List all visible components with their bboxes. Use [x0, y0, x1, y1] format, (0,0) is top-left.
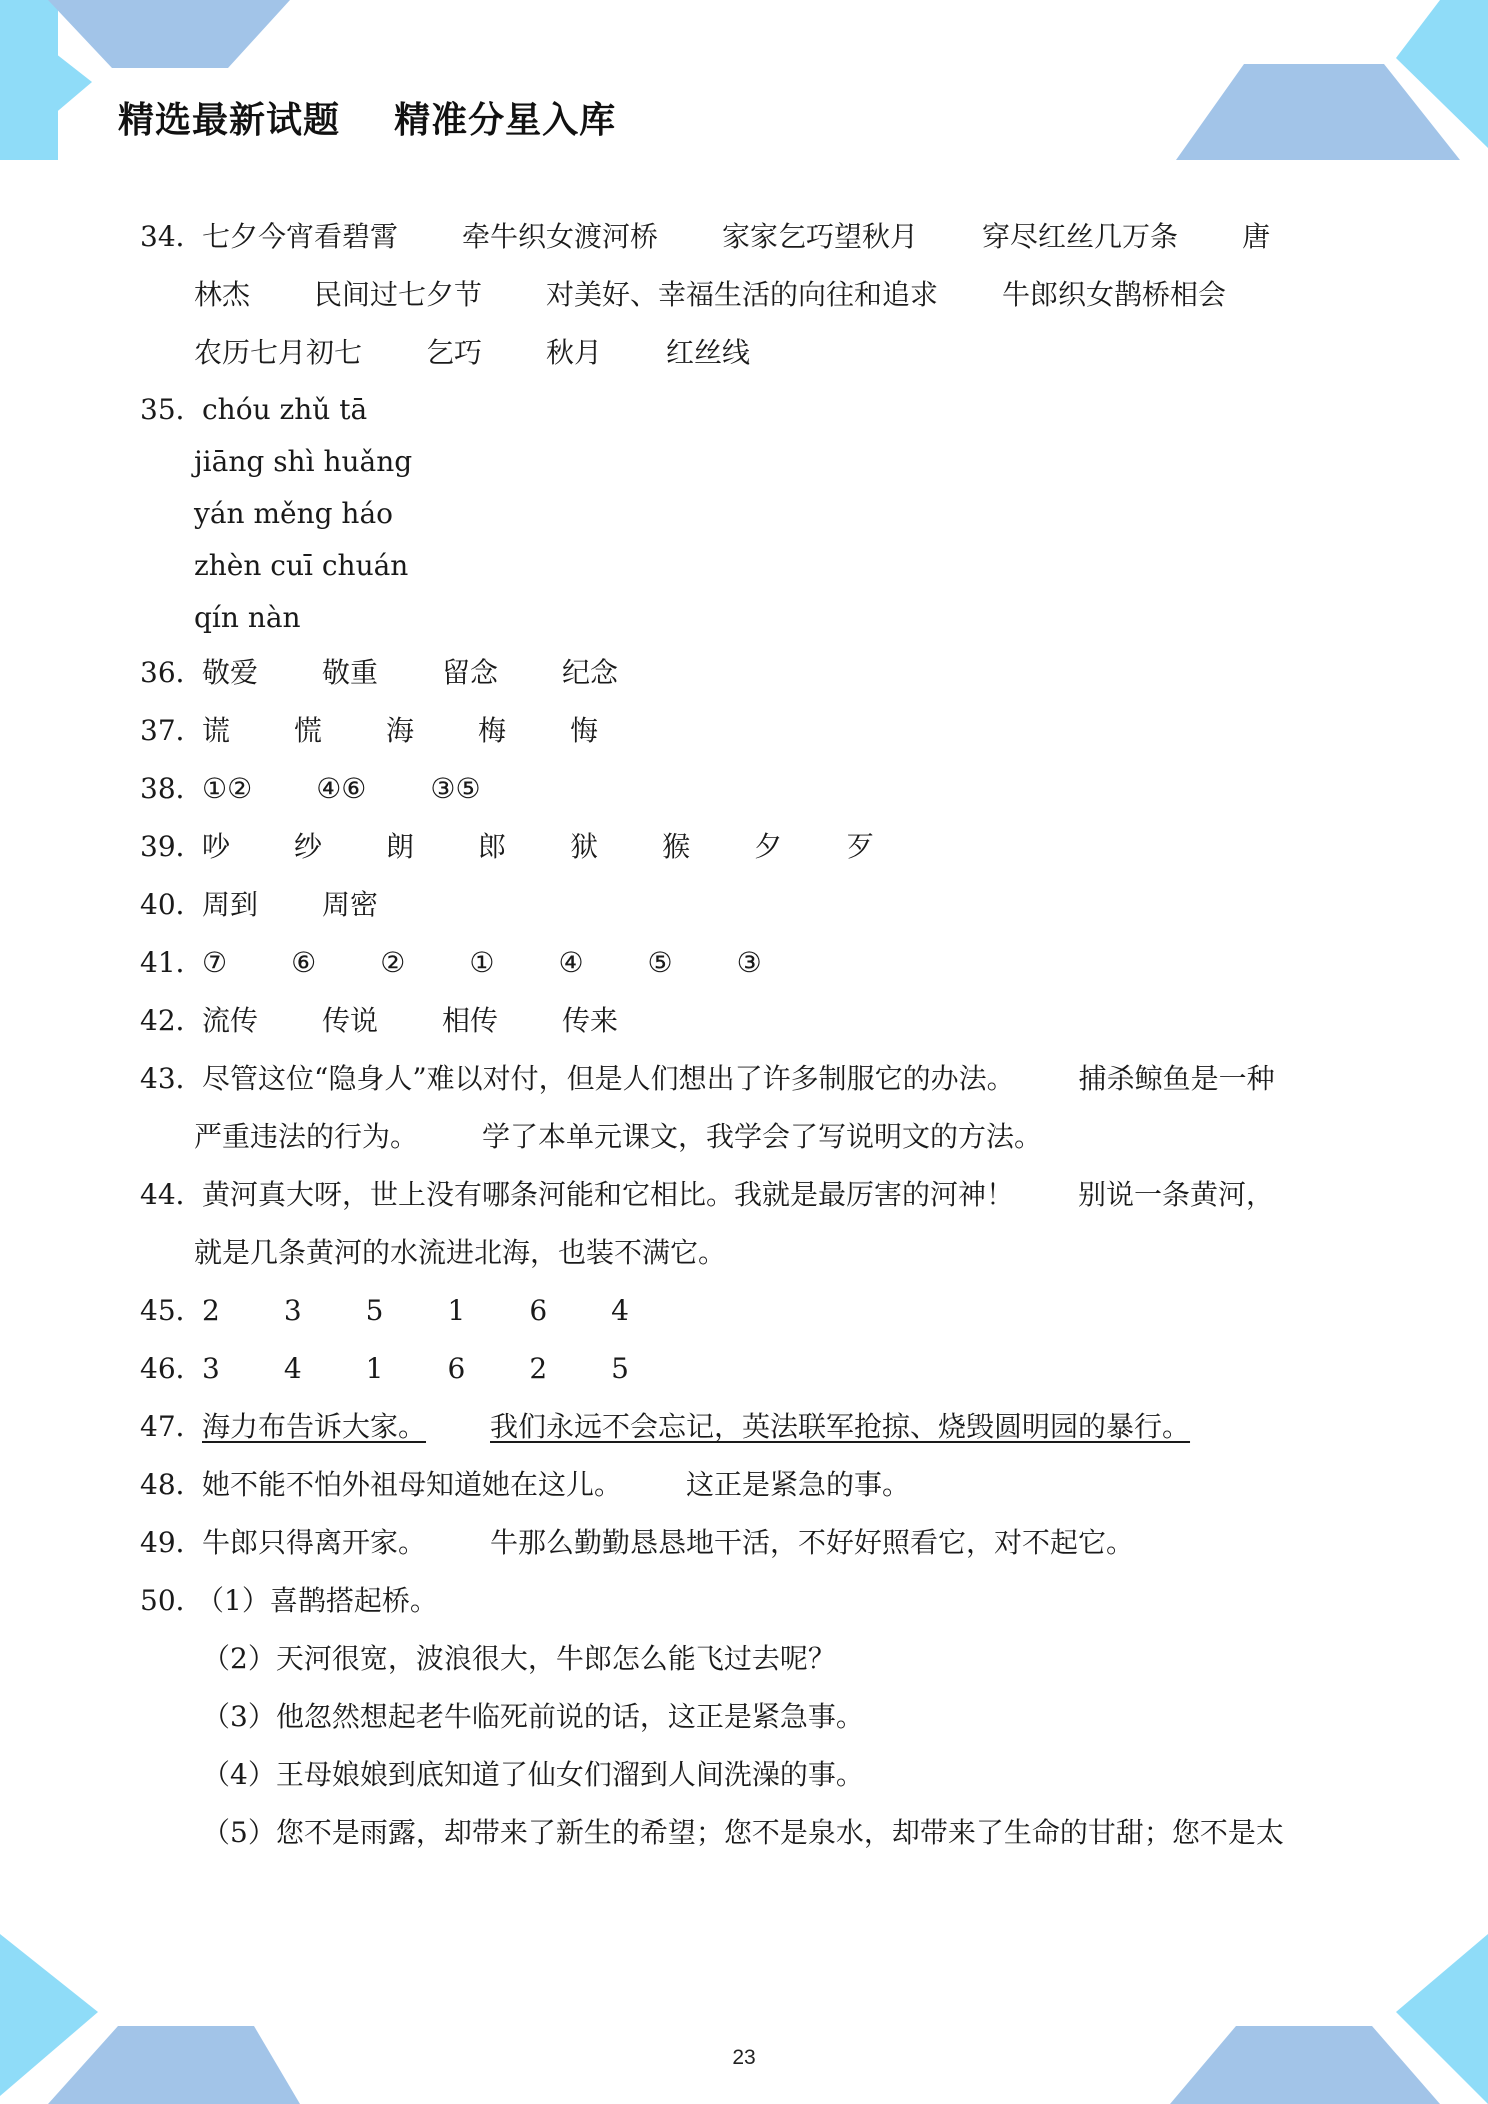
- answer-item: 歹: [846, 830, 875, 863]
- answer-item: 民间过七夕节: [314, 278, 483, 311]
- question-40: [140, 876, 1360, 934]
- answer-item: 对美好、幸福生活的向往和追求: [546, 278, 939, 311]
- answer-line: （3）他忽然想起老牛临死前说的话，这正是紧急事。: [202, 1700, 864, 1733]
- answer-item: 梅: [478, 714, 507, 747]
- answer-item: ③⑤: [430, 772, 481, 805]
- answer-item: 6: [447, 1352, 466, 1385]
- question-number: 47．: [140, 1410, 204, 1443]
- answer-item: 慌: [294, 714, 323, 747]
- answer-item: 朗: [386, 830, 415, 863]
- answer-item: 牵牛织女渡河桥: [462, 220, 659, 253]
- question-number: 36．: [140, 656, 204, 689]
- answer-line: （2）天河很宽，波浪很大，牛郎怎么能飞过去呢？: [202, 1642, 836, 1675]
- answer-item: 家家乞巧望秋月: [722, 220, 919, 253]
- header-title: 精选最新试题 精准分星入库: [118, 100, 617, 141]
- answer-item: 牛那么勤勤恳恳地干活，不好好照看它，对不起它。: [490, 1526, 1135, 1559]
- answer-line: [202, 1050, 1360, 1108]
- answer-line: （4）王母娘娘到底知道了仙女们溜到人间洗澡的事。: [202, 1758, 864, 1791]
- answer-item: 唐: [1242, 220, 1271, 253]
- answer-item: 别说一条黄河，: [1078, 1178, 1275, 1211]
- answer-item: 相传: [442, 1004, 499, 1037]
- answer-line: [194, 266, 1360, 324]
- answer-item: 4: [283, 1352, 302, 1385]
- question-number: 43．: [140, 1062, 204, 1095]
- question-number: 44．: [140, 1178, 204, 1211]
- question-37: [140, 702, 1360, 760]
- question-number: 40．: [140, 888, 204, 921]
- question-number: 41．: [140, 946, 204, 979]
- question-number: 49．: [140, 1526, 204, 1559]
- answer-item: 红丝线: [666, 336, 751, 369]
- answer-item: 就是几条黄河的水流进北海，也装不满它。: [194, 1236, 727, 1269]
- question-number: 34．: [140, 220, 204, 253]
- question-41: [140, 934, 1360, 992]
- answer-item: 5: [611, 1352, 629, 1385]
- answer-item: ④: [558, 946, 584, 979]
- question-number: 45．: [140, 1294, 204, 1327]
- question-36: [140, 644, 1360, 702]
- answer-item: ⑤: [647, 946, 673, 979]
- answer-item: 林杰: [194, 278, 251, 311]
- question-47: [140, 1398, 1360, 1456]
- answer-line: [194, 1108, 1360, 1166]
- answer-item: 尽管这位“隐身人”难以对付，但是人们想出了许多制服它的办法。: [202, 1062, 1015, 1095]
- underlined-answer: 我们永远不会忘记，英法联军抢掠、烧毁圆明园的暴行。: [490, 1410, 1191, 1443]
- question-35: [140, 384, 1360, 644]
- answer-item: 1: [447, 1294, 466, 1327]
- answer-item: 牛郎织女鹊桥相会: [1002, 278, 1227, 311]
- answer-item: 捕杀鲸鱼是一种: [1078, 1062, 1275, 1095]
- question-number: 39．: [140, 830, 204, 863]
- question-48: [140, 1456, 1360, 1514]
- answer-item: 秋月: [546, 336, 603, 369]
- question-number: 46．: [140, 1352, 204, 1385]
- question-number: 38．: [140, 772, 204, 805]
- answer-item: 猴: [662, 830, 691, 863]
- answer-item: ⑥: [291, 946, 317, 979]
- answer-item: 敬重: [322, 656, 379, 689]
- answer-item: ②: [380, 946, 406, 979]
- answer-item: 1: [365, 1352, 384, 1385]
- question-38: [140, 760, 1360, 818]
- pinyin-line: jiāng shì huǎng: [194, 445, 413, 478]
- answer-item: 纪念: [562, 656, 619, 689]
- answer-item: 敬爱: [202, 656, 259, 689]
- answer-item: 农历七月初七: [194, 336, 363, 369]
- answer-item: 留念: [442, 656, 499, 689]
- answer-item: 2: [529, 1352, 548, 1385]
- question-49: [140, 1514, 1360, 1572]
- answer-item: 5: [365, 1294, 384, 1327]
- question-45: [140, 1282, 1360, 1340]
- pinyin-line: chóu zhǔ tā: [202, 393, 368, 426]
- answer-item: 海: [386, 714, 415, 747]
- answer-item: ①②: [202, 772, 253, 805]
- answer-line: [202, 1166, 1360, 1224]
- answer-item: 纱: [294, 830, 323, 863]
- answer-item: 夕: [754, 830, 783, 863]
- question-number: 50．: [140, 1584, 204, 1617]
- answer-item: 牛郎只得离开家。: [202, 1526, 427, 1559]
- answer-item: 学了本单元课文，我学会了写说明文的方法。: [482, 1120, 1043, 1153]
- question-43: [140, 1050, 1360, 1166]
- answer-item: 吵: [202, 830, 231, 863]
- question-34: [140, 208, 1360, 382]
- answer-item: 谎: [202, 714, 231, 747]
- question-50: [140, 1572, 1360, 1862]
- question-number: 37．: [140, 714, 204, 747]
- answer-item: ⑦: [202, 946, 228, 979]
- answer-item: 流传: [202, 1004, 259, 1037]
- question-number: 42．: [140, 1004, 204, 1037]
- answer-item: ③: [736, 946, 762, 979]
- answer-line: [202, 208, 1360, 266]
- answer-item: 周密: [322, 888, 379, 921]
- question-46: [140, 1340, 1360, 1398]
- question-number: 48．: [140, 1468, 204, 1501]
- page-number: 23: [732, 2046, 756, 2069]
- answer-item: 6: [529, 1294, 548, 1327]
- answer-item: 黄河真大呀，世上没有哪条河能和它相比。我就是最厉害的河神！: [202, 1178, 1015, 1211]
- pinyin-line: qín nàn: [194, 601, 301, 634]
- question-44: [140, 1166, 1360, 1282]
- answer-item: 周到: [202, 888, 259, 921]
- underlined-answer: 海力布告诉大家。: [202, 1410, 427, 1443]
- question-number: 35．: [140, 393, 204, 426]
- answer-line: （5）您不是雨露，却带来了新生的希望；您不是泉水，却带来了生命的甘甜；您不是太: [202, 1816, 1284, 1849]
- answer-item: 七夕今宵看碧霄: [202, 220, 399, 253]
- answer-item: 传说: [322, 1004, 379, 1037]
- answer-item: 3: [283, 1294, 302, 1327]
- answer-item: 郎: [478, 830, 507, 863]
- answer-item: 4: [611, 1294, 629, 1327]
- answer-item: 悔: [570, 714, 599, 747]
- question-42: [140, 992, 1360, 1050]
- answer-item: ①: [469, 946, 495, 979]
- answer-line: [194, 1224, 1360, 1282]
- answer-line: [194, 324, 1360, 382]
- answer-item: 严重违法的行为。: [194, 1120, 419, 1153]
- answer-item: 狱: [570, 830, 599, 863]
- pinyin-line: zhèn cuī chuán: [194, 549, 409, 582]
- answer-item: ④⑥: [316, 772, 367, 805]
- top-left-trapezoid: [48, 0, 290, 68]
- answer-item: 传来: [562, 1004, 619, 1037]
- answer-item: 2: [202, 1294, 220, 1327]
- answer-item: 3: [202, 1352, 220, 1385]
- answer-item: 她不能不怕外祖母知道她在这儿。: [202, 1468, 623, 1501]
- question-39: [140, 818, 1360, 876]
- answer-line: （1）喜鹊搭起桥。: [196, 1584, 438, 1617]
- answer-item: 乞巧: [426, 336, 483, 369]
- answer-item: 穿尽红丝几万条: [982, 220, 1179, 253]
- answer-content: [140, 208, 1360, 1862]
- pinyin-line: yán měng háo: [194, 497, 394, 530]
- answer-item: 这正是紧急的事。: [686, 1468, 911, 1501]
